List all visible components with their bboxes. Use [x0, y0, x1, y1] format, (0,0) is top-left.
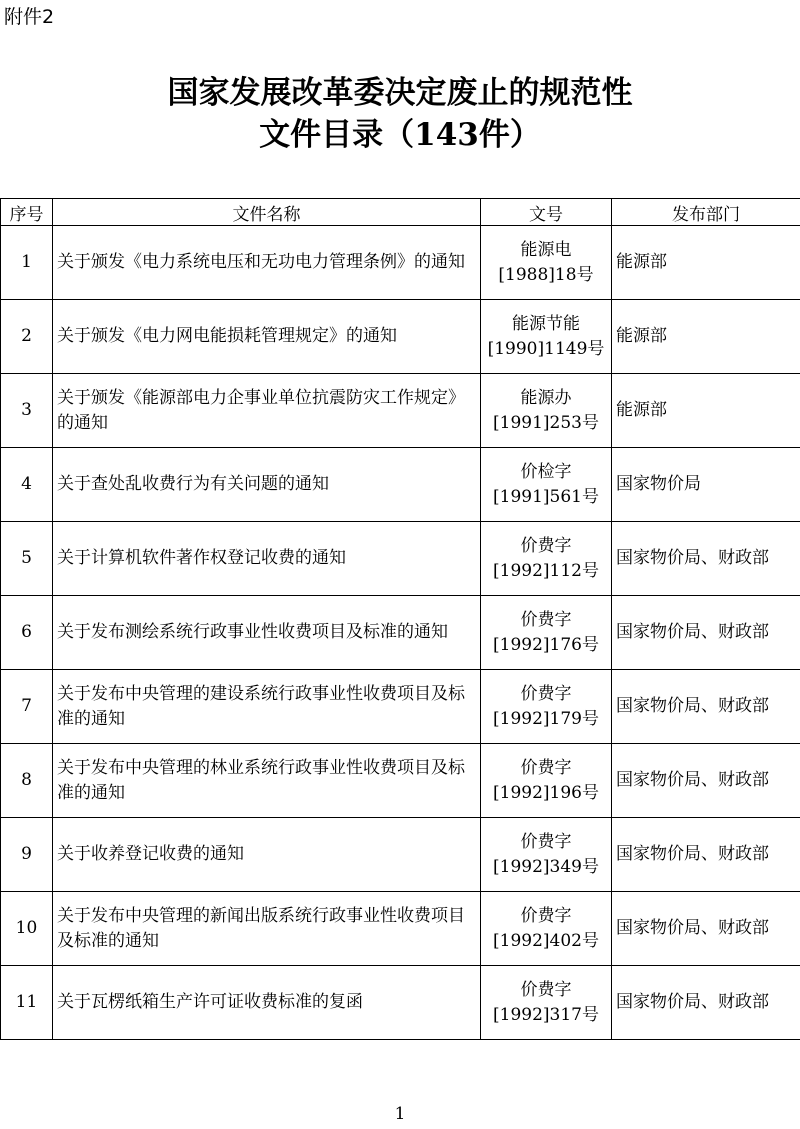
document-code-line-1: 价费字	[520, 683, 572, 704]
document-code	[481, 670, 612, 744]
document-code-line-2: [1991]253号	[493, 412, 599, 433]
document-code-line-2: [1992]402号	[493, 930, 599, 951]
document-name: 关于颁发《能源部电力企事业单位抗震防灾工作规定》的通知	[53, 374, 481, 448]
document-code-line-2: [1988]18号	[498, 264, 594, 285]
title-line-2: 文件目录（143件）	[259, 117, 541, 153]
document-code-line-2: [1992]196号	[493, 782, 599, 803]
document-code-line-1: 价费字	[520, 831, 572, 852]
row-number: 4	[1, 448, 53, 522]
document-name: 关于发布中央管理的新闻出版系统行政事业性收费项目及标准的通知	[53, 892, 481, 966]
document-code-line-1: 能源电	[520, 239, 572, 260]
document-code-line-1: 价检字	[520, 461, 572, 482]
table-header-row	[1, 199, 800, 226]
document-table	[0, 198, 800, 1040]
table-row	[1, 818, 800, 892]
document-name: 关于发布中央管理的林业系统行政事业性收费项目及标准的通知	[53, 744, 481, 818]
issuing-department: 国家物价局、财政部	[612, 818, 800, 892]
table-row	[1, 522, 800, 596]
page-number: 1	[394, 1104, 406, 1124]
document-code-line-2: [1992]317号	[493, 1004, 599, 1025]
document-code-line-1: 能源办	[520, 387, 572, 408]
table-body	[1, 226, 800, 1040]
document-code	[481, 892, 612, 966]
table-row	[1, 374, 800, 448]
document-code-line-2: [1992]112号	[493, 560, 599, 581]
document-code-line-1: 能源节能	[512, 313, 580, 334]
issuing-department: 国家物价局、财政部	[612, 596, 800, 670]
row-number: 6	[1, 596, 53, 670]
row-number: 5	[1, 522, 53, 596]
document-name: 关于收养登记收费的通知	[53, 818, 481, 892]
table-row	[1, 226, 800, 300]
document-code-line-2: [1992]176号	[493, 634, 599, 655]
table-row	[1, 596, 800, 670]
document-code	[481, 744, 612, 818]
issuing-department: 国家物价局、财政部	[612, 966, 800, 1040]
document-code-line-2: [1992]349号	[493, 856, 599, 877]
row-number: 7	[1, 670, 53, 744]
header-dept: 发布部门	[612, 199, 800, 226]
row-number: 8	[1, 744, 53, 818]
document-name: 关于发布中央管理的建设系统行政事业性收费项目及标准的通知	[53, 670, 481, 744]
document-name: 关于颁发《电力网电能损耗管理规定》的通知	[53, 300, 481, 374]
document-code-line-1: 价费字	[520, 535, 572, 556]
document-code	[481, 374, 612, 448]
table-row	[1, 448, 800, 522]
header-code: 文号	[481, 199, 612, 226]
document-name: 关于瓦楞纸箱生产许可证收费标准的复函	[53, 966, 481, 1040]
row-number: 10	[1, 892, 53, 966]
document-code	[481, 596, 612, 670]
document-name: 关于发布测绘系统行政事业性收费项目及标准的通知	[53, 596, 481, 670]
issuing-department: 国家物价局、财政部	[612, 522, 800, 596]
document-name: 关于颁发《电力系统电压和无功电力管理条例》的通知	[53, 226, 481, 300]
issuing-department: 国家物价局、财政部	[612, 892, 800, 966]
document-name: 关于计算机软件著作权登记收费的通知	[53, 522, 481, 596]
row-number: 11	[1, 966, 53, 1040]
title-line-1: 国家发展改革委决定废止的规范性	[167, 75, 633, 111]
document-code-line-1: 价费字	[520, 979, 572, 1000]
table-row	[1, 892, 800, 966]
header-name: 文件名称	[53, 199, 481, 226]
document-code	[481, 966, 612, 1040]
document-code	[481, 448, 612, 522]
table-row	[1, 670, 800, 744]
issuing-department: 国家物价局、财政部	[612, 744, 800, 818]
document-code	[481, 522, 612, 596]
document-code-line-1: 价费字	[520, 609, 572, 630]
document-code	[481, 818, 612, 892]
document-code	[481, 226, 612, 300]
issuing-department: 能源部	[612, 374, 800, 448]
issuing-department: 能源部	[612, 300, 800, 374]
table-row	[1, 300, 800, 374]
document-code-line-1: 价费字	[520, 757, 572, 778]
document-name: 关于查处乱收费行为有关问题的通知	[53, 448, 481, 522]
table-row	[1, 744, 800, 818]
attachment-label: 附件2	[4, 6, 55, 28]
issuing-department: 国家物价局、财政部	[612, 670, 800, 744]
issuing-department: 能源部	[612, 226, 800, 300]
issuing-department: 国家物价局	[612, 448, 800, 522]
document-code-line-2: [1990]1149号	[487, 338, 605, 359]
document-title	[0, 72, 800, 156]
document-code	[481, 300, 612, 374]
document-code-line-2: [1992]179号	[493, 708, 599, 729]
header-no: 序号	[1, 199, 53, 226]
document-code-line-1: 价费字	[520, 905, 572, 926]
table-row	[1, 966, 800, 1040]
document-code-line-2: [1991]561号	[493, 486, 599, 507]
row-number: 1	[1, 226, 53, 300]
row-number: 9	[1, 818, 53, 892]
row-number: 3	[1, 374, 53, 448]
row-number: 2	[1, 300, 53, 374]
